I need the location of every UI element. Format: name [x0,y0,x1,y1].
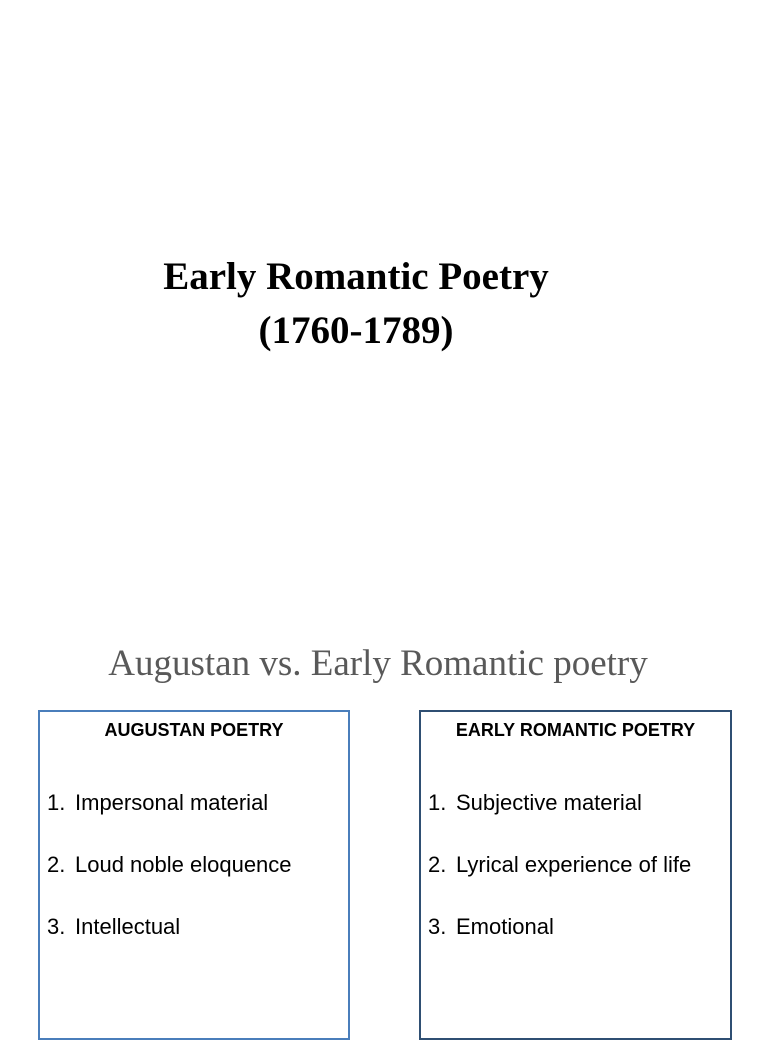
list-item [428,788,726,818]
list-item-text: Loud noble eloquence [75,852,292,877]
slide-2 [0,576,768,1024]
list-item [428,850,726,880]
early-romantic-box-title: EARLY ROMANTIC POETRY [455,720,696,740]
augustan-list [47,788,344,974]
list-item-text: Intellectual [75,914,181,939]
augustan-poetry-box [38,710,350,1040]
list-item-number: 1. [428,790,447,815]
list-item-number: 3. [428,914,447,939]
list-item [428,912,726,942]
early-romantic-poetry-box [419,710,732,1040]
slide-title [0,250,712,358]
list-item-text: Subjective material [456,790,642,815]
comparison-heading: Augustan vs. Early Romantic poetry [108,643,648,684]
list-item-number: 2. [47,852,66,877]
list-item-number: 1. [47,790,66,815]
early-romantic-list [428,788,726,974]
list-item-text: Emotional [456,914,554,939]
list-item-number: 3. [47,914,66,939]
slide-title-line-2: (1760-1789) [258,309,454,352]
augustan-box-title: AUGUSTAN POETRY [104,720,284,740]
list-item-number: 2. [428,852,447,877]
list-item-text: Impersonal material [75,790,269,815]
list-item-text: Lyrical experience of life [456,852,692,877]
slide-title-line-1: Early Romantic Poetry [163,255,549,298]
list-item [47,850,344,880]
list-item [47,788,344,818]
list-item [47,912,344,942]
